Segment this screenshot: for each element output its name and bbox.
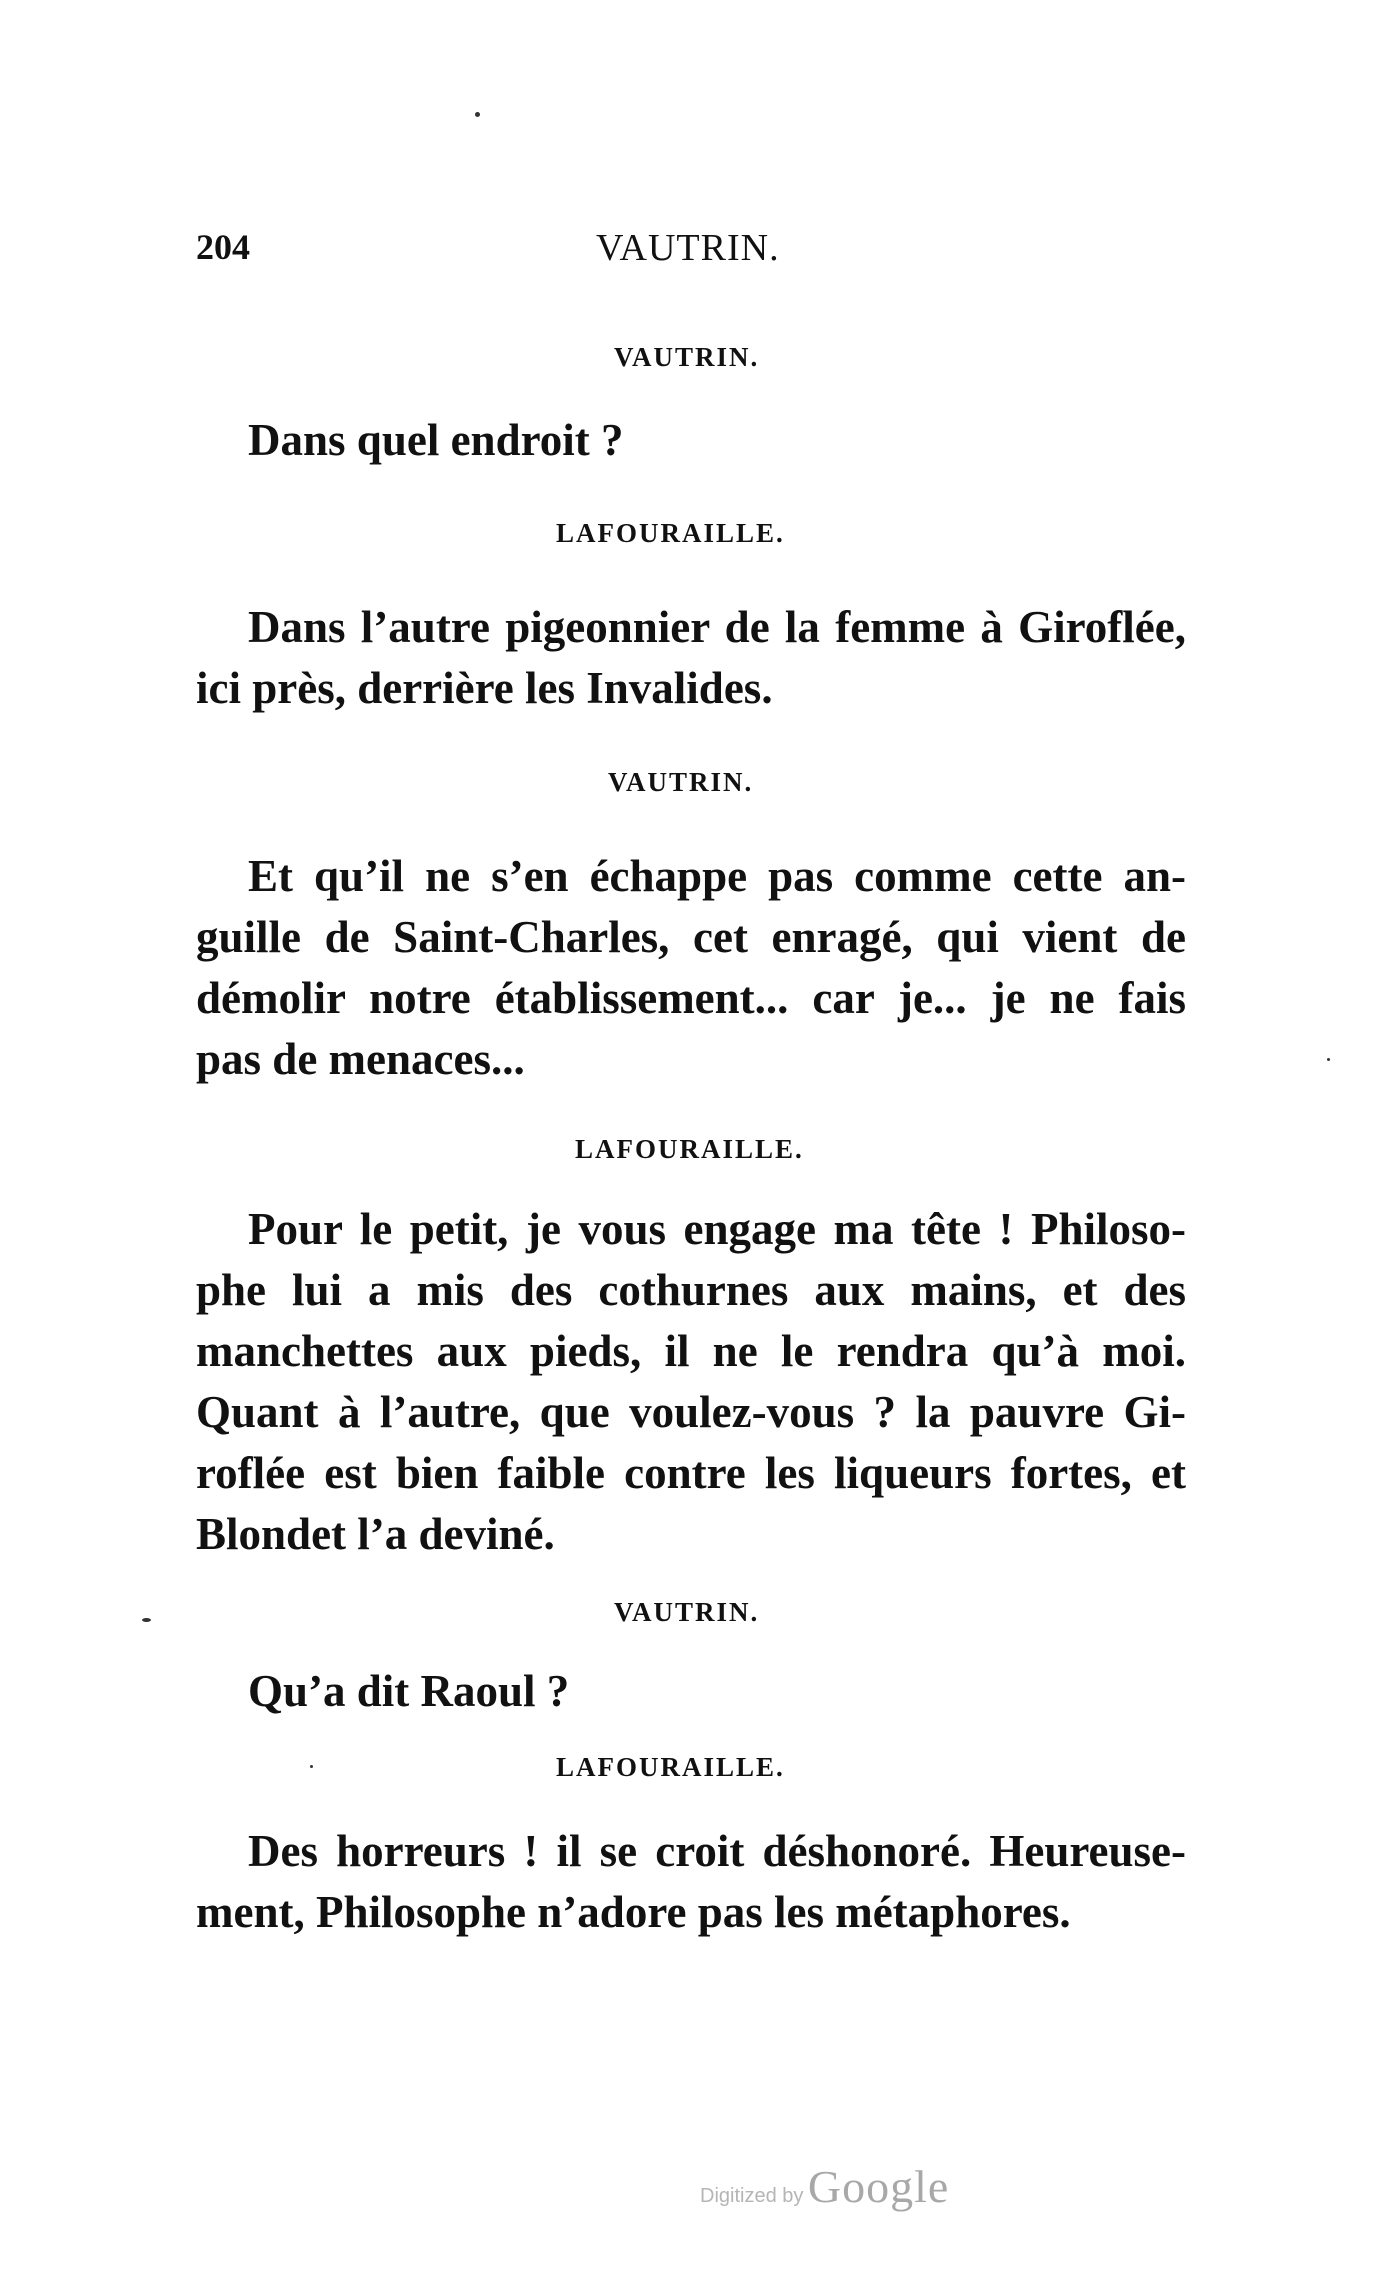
dialogue-paragraph bbox=[196, 410, 1186, 471]
text-line: phe lui a mis des cothurnes aux mains, et des bbox=[196, 1265, 1186, 1315]
page-number: 204 bbox=[196, 227, 250, 267]
scan-speck bbox=[310, 1765, 313, 1768]
text-line: ment, Philosophe n’adore pas les métaphores. bbox=[196, 1887, 1071, 1937]
text-line: pas de menaces... bbox=[196, 1034, 525, 1084]
speaker-name: LAFOURAILLE. bbox=[556, 518, 785, 548]
text-line: Dans l’autre pigeonnier de la femme à Giroflée, bbox=[248, 602, 1186, 652]
text-line: Dans quel endroit ? bbox=[248, 415, 624, 465]
dialogue-paragraph bbox=[196, 1661, 1186, 1722]
watermark-prefix: Digitized by bbox=[700, 2185, 804, 2207]
text-line: Blondet l’a deviné. bbox=[196, 1509, 555, 1559]
text-line: ici près, derrière les Invalides. bbox=[196, 663, 773, 713]
text-line: guille de Saint-Charles, cet enragé, qui vient de bbox=[196, 912, 1186, 962]
text-line: roflée est bien faible contre les liqueurs fortes, et bbox=[196, 1448, 1186, 1498]
dialogue-paragraph bbox=[196, 597, 1186, 719]
scan-speck bbox=[1327, 1058, 1330, 1061]
text-line: Pour le petit, je vous engage ma tête ! Philoso- bbox=[248, 1204, 1186, 1254]
text-line: Des horreurs ! il se croit déshonoré. Heureuse- bbox=[248, 1826, 1186, 1876]
speaker-name: VAUTRIN. bbox=[608, 767, 754, 797]
text-line: démolir notre établissement... car je... je ne fais bbox=[196, 973, 1186, 1023]
speaker-name: VAUTRIN. bbox=[614, 1597, 760, 1627]
text-line: Quant à l’autre, que voulez-vous ? la pauvre Gi- bbox=[196, 1387, 1186, 1437]
dialogue-paragraph bbox=[196, 1821, 1186, 1943]
page-header bbox=[196, 226, 1196, 286]
dialogue-paragraph bbox=[196, 846, 1186, 1090]
digitized-by-google-watermark bbox=[700, 2160, 949, 2213]
dialogue-paragraph bbox=[196, 1199, 1186, 1565]
scan-speck bbox=[142, 1618, 151, 1622]
scan-speck bbox=[475, 112, 480, 117]
speaker-name: VAUTRIN. bbox=[614, 342, 760, 372]
text-line: Et qu’il ne s’en échappe pas comme cette an- bbox=[248, 851, 1186, 901]
text-line: manchettes aux pieds, il ne le rendra qu’à moi. bbox=[196, 1326, 1186, 1376]
google-logo: Google bbox=[807, 2161, 950, 2212]
running-title: VAUTRIN. bbox=[596, 227, 780, 269]
speaker-name: LAFOURAILLE. bbox=[556, 1752, 785, 1782]
text-line: Qu’a dit Raoul ? bbox=[248, 1666, 570, 1716]
speaker-name: LAFOURAILLE. bbox=[575, 1134, 804, 1164]
